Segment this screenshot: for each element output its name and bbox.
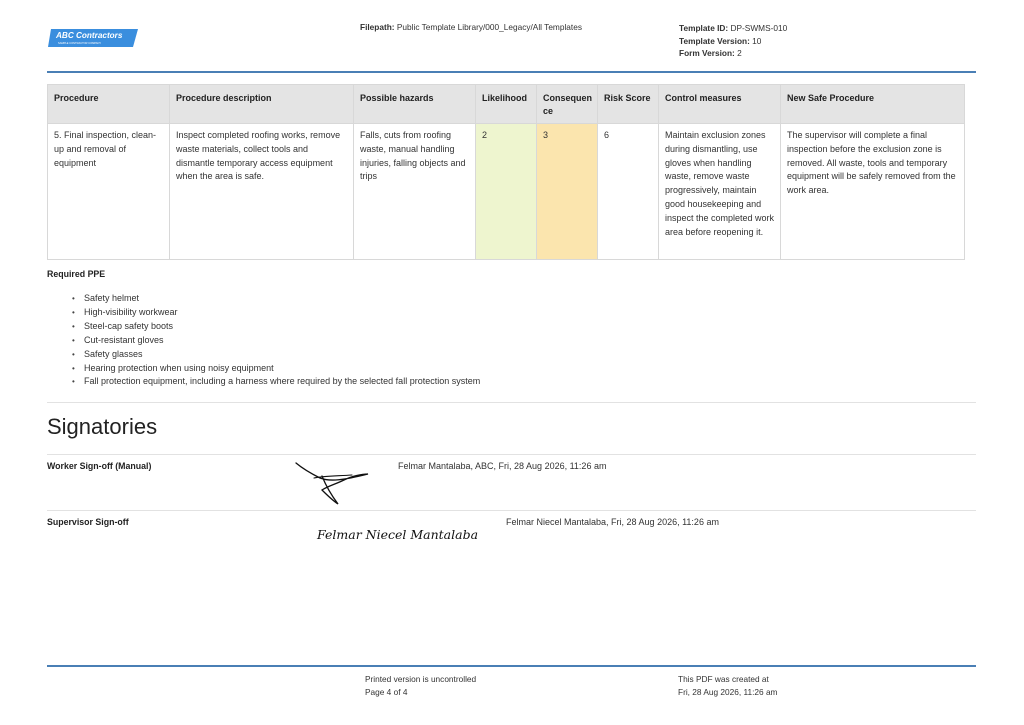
created-label: This PDF was created at bbox=[678, 674, 769, 684]
template-id-value: DP-SWMS-010 bbox=[730, 23, 788, 33]
list-item: • Safety glasses bbox=[84, 348, 480, 362]
section-divider bbox=[47, 402, 976, 403]
procedure-table bbox=[47, 84, 965, 260]
table-header-row bbox=[48, 85, 965, 124]
col-header-likelihood: Likelihood bbox=[476, 85, 537, 124]
footer-right bbox=[678, 673, 777, 698]
logo-text: ABC Contractors bbox=[56, 31, 123, 40]
filepath-label: Filepath: bbox=[360, 22, 395, 32]
cell-consequence: 3 bbox=[537, 124, 598, 260]
cell-control-measures: Maintain exclusion zones during dismantling, use gloves when handling waste, remove waste progressively, maintain good housekeeping and inspect the completed work area before reopening it. bbox=[659, 124, 781, 260]
logo-subtext: SAMPLE CONTRACTOR COMPANY bbox=[58, 42, 102, 45]
footer-center bbox=[365, 673, 476, 698]
page-header bbox=[0, 0, 1024, 72]
created-value: Fri, 28 Aug 2026, 11:26 am bbox=[678, 686, 778, 697]
signatories-heading: Signatories bbox=[47, 414, 158, 439]
worker-signoff-label: Worker Sign-off (Manual) bbox=[47, 461, 152, 471]
cell-procedure: 5. Final inspection, clean-up and removal of equipment bbox=[48, 124, 170, 260]
col-header-consequence: Consequen ce bbox=[537, 85, 598, 124]
cell-new-safe-procedure: The supervisor will complete a final inspection before the exclusion zone is removed. All waste, tools and temporary equipment will be safely removed from the work area. bbox=[781, 124, 965, 260]
template-id bbox=[679, 22, 787, 35]
form-version-value: 2 bbox=[737, 48, 742, 58]
company-logo bbox=[48, 26, 140, 50]
col-header-hazards: Possible hazards bbox=[354, 85, 476, 124]
template-version-value: 10 bbox=[752, 35, 762, 46]
template-id-label: Template ID: bbox=[679, 23, 729, 33]
table-row bbox=[48, 124, 965, 260]
ppe-title: Required PPE bbox=[47, 269, 106, 279]
form-version bbox=[679, 47, 787, 60]
supervisor-signature-text: Felmar Niecel Mantalaba bbox=[317, 527, 479, 542]
list-item: • Steel-cap safety boots bbox=[84, 320, 480, 334]
list-item: • High-visibility workwear bbox=[84, 306, 480, 320]
footer-divider bbox=[47, 665, 976, 667]
ppe-list bbox=[84, 292, 480, 389]
signatory-divider bbox=[47, 510, 976, 511]
worker-signoff-value: Felmar Mantalaba, ABC, Fri, 28 Aug 2026, 11:26 am bbox=[398, 461, 607, 471]
list-item: • Hearing protection when using noisy equipment bbox=[84, 362, 480, 376]
list-item: • Safety helmet bbox=[84, 292, 480, 306]
cell-description: Inspect completed roofing works, remove waste materials, collect tools and dismantle temporary access equipment when the area is safe. bbox=[170, 124, 354, 260]
template-version-label: Template Version: bbox=[679, 35, 750, 46]
supervisor-signoff-label: Supervisor Sign-off bbox=[47, 517, 129, 527]
col-header-description: Procedure description bbox=[170, 85, 354, 124]
form-version-label: Form Version: bbox=[679, 48, 735, 58]
template-meta bbox=[679, 22, 787, 60]
cell-hazards: Falls, cuts from roofing waste, manual handling injuries, falling objects and trips bbox=[354, 124, 476, 260]
page-number: Page 4 of 4 bbox=[365, 686, 408, 697]
uncontrolled-note: Printed version is uncontrolled bbox=[365, 674, 477, 684]
supervisor-signature-image bbox=[316, 524, 486, 546]
worker-signature-image bbox=[292, 460, 396, 508]
filepath-value: Public Template Library/000_Legacy/All Templates bbox=[396, 22, 582, 32]
col-header-procedure: Procedure bbox=[48, 85, 170, 124]
col-header-control-measures: Control measures bbox=[659, 85, 781, 124]
signatory-divider bbox=[47, 454, 976, 455]
template-version bbox=[679, 35, 787, 48]
list-item: • Cut-resistant gloves bbox=[84, 334, 480, 348]
filepath bbox=[360, 22, 582, 32]
cell-likelihood: 2 bbox=[476, 124, 537, 260]
header-divider bbox=[47, 71, 976, 73]
col-header-risk-score: Risk Score bbox=[598, 85, 659, 124]
supervisor-signoff-value: Felmar Niecel Mantalaba, Fri, 28 Aug 2026, 11:26 am bbox=[506, 517, 719, 527]
col-header-new-safe-procedure: New Safe Procedure bbox=[781, 85, 965, 124]
list-item: • Fall protection equipment, including a harness where required by the selected fall protection system bbox=[84, 375, 480, 389]
cell-risk-score: 6 bbox=[598, 124, 659, 260]
